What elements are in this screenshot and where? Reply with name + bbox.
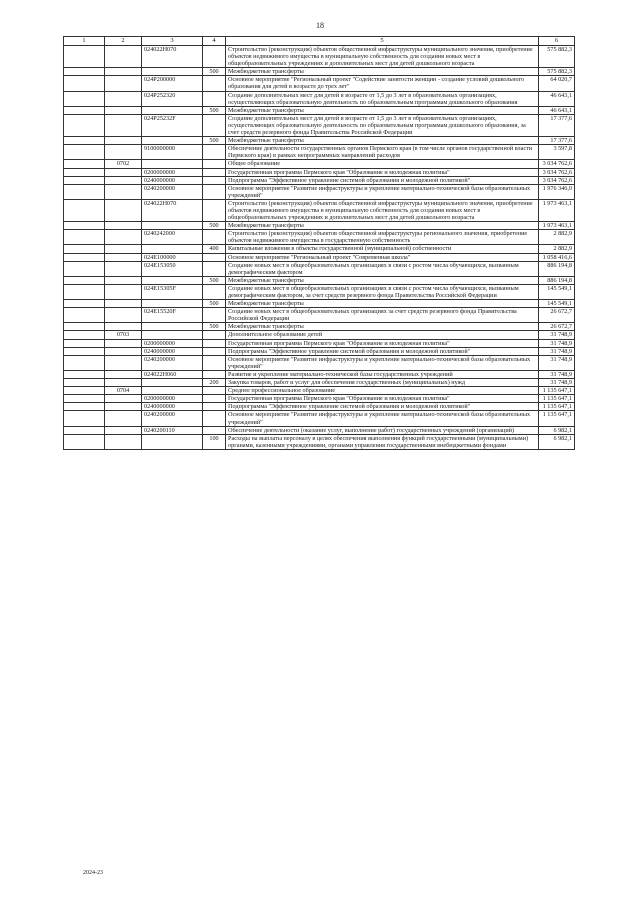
- subsection-cell: [105, 395, 142, 403]
- table-row: [64, 300, 575, 308]
- table-header-row: [64, 37, 575, 46]
- description-cell: Подпрограмма "Эффективное управление системой образования и молодежной политикой": [226, 403, 539, 411]
- section-cell: [64, 184, 105, 199]
- subsection-cell: [105, 403, 142, 411]
- section-cell: [64, 426, 105, 434]
- section-cell: [64, 46, 105, 68]
- target-code-cell: [142, 331, 203, 339]
- expense-type-cell: [203, 46, 226, 68]
- description-cell: Строительство (реконструкция) объектов общественной инфраструктуры регионального значения, приобретение объектов недвижимого имущества в государственную собственность: [226, 230, 539, 245]
- table-row: [64, 106, 575, 114]
- target-code-cell: 0240200000: [142, 184, 203, 199]
- subsection-cell: [105, 261, 142, 276]
- amount-cell: 26 672,7: [539, 308, 575, 323]
- expense-type-cell: [203, 145, 226, 160]
- section-cell: [64, 300, 105, 308]
- table-row: [64, 222, 575, 230]
- section-cell: [64, 245, 105, 253]
- amount-cell: 3 034 762,6: [539, 168, 575, 176]
- amount-cell: 31 748,9: [539, 331, 575, 339]
- target-code-cell: 0240000000: [142, 403, 203, 411]
- expense-type-cell: 100: [203, 434, 226, 449]
- section-cell: [64, 347, 105, 355]
- table-row: [64, 347, 575, 355]
- subsection-cell: [105, 370, 142, 378]
- subsection-cell: [105, 245, 142, 253]
- header-cell: 5: [226, 37, 539, 46]
- section-cell: [64, 276, 105, 284]
- expense-type-cell: 400: [203, 245, 226, 253]
- section-cell: [64, 176, 105, 184]
- table-row: [64, 403, 575, 411]
- target-code-cell: 0240242000: [142, 230, 203, 245]
- description-cell: Государственная программа Пермского края "Образование и молодежная политика": [226, 395, 539, 403]
- expense-type-cell: 500: [203, 300, 226, 308]
- subsection-cell: [105, 379, 142, 387]
- table-row: [64, 46, 575, 68]
- amount-cell: 46 643,1: [539, 106, 575, 114]
- header-cell: 3: [142, 37, 203, 46]
- header-cell: 6: [539, 37, 575, 46]
- description-cell: Межбюджетные трансферты: [226, 68, 539, 76]
- subsection-cell: [105, 276, 142, 284]
- section-cell: [64, 355, 105, 370]
- table-row: [64, 176, 575, 184]
- description-cell: Межбюджетные трансферты: [226, 323, 539, 331]
- table-row: [64, 114, 575, 136]
- description-cell: Закупка товаров, работ и услуг для обеспечения государственных (муниципальных) нужд: [226, 379, 539, 387]
- header-cell: 1: [64, 37, 105, 46]
- target-code-cell: 0240200000: [142, 355, 203, 370]
- subsection-cell: [105, 46, 142, 68]
- section-cell: [64, 137, 105, 145]
- description-cell: Развитие и укрепление материально-технической базы государственных учреждений: [226, 370, 539, 378]
- subsection-cell: [105, 426, 142, 434]
- table-row: [64, 230, 575, 245]
- expense-type-cell: [203, 411, 226, 426]
- expense-type-cell: [203, 308, 226, 323]
- description-cell: Обеспечение деятельности государственных органов Пермского края (в том числе органов государственной власти Пермского края) в рамках непрограммных направлений расходов: [226, 145, 539, 160]
- section-cell: [64, 91, 105, 106]
- target-code-cell: 024Р252320: [142, 91, 203, 106]
- page-number: 18: [316, 21, 324, 30]
- description-cell: Подпрограмма "Эффективное управление системой образования и молодежной политикой": [226, 347, 539, 355]
- target-code-cell: 024Е100000: [142, 253, 203, 261]
- table-row: [64, 245, 575, 253]
- expense-type-cell: [203, 199, 226, 221]
- target-code-cell: [142, 379, 203, 387]
- section-cell: [64, 261, 105, 276]
- table-row: [64, 284, 575, 299]
- section-cell: [64, 145, 105, 160]
- section-cell: [64, 199, 105, 221]
- expense-type-cell: 500: [203, 222, 226, 230]
- description-cell: Среднее профессиональное образование: [226, 387, 539, 395]
- target-code-cell: 0200000000: [142, 339, 203, 347]
- subsection-cell: [105, 199, 142, 221]
- subsection-cell: 0702: [105, 160, 142, 168]
- table-row: [64, 370, 575, 378]
- target-code-cell: [142, 323, 203, 331]
- subsection-cell: [105, 76, 142, 91]
- target-code-cell: 9100000000: [142, 145, 203, 160]
- subsection-cell: [105, 222, 142, 230]
- subsection-cell: [105, 323, 142, 331]
- section-cell: [64, 370, 105, 378]
- expense-type-cell: 500: [203, 323, 226, 331]
- amount-cell: 886 194,8: [539, 276, 575, 284]
- expense-type-cell: [203, 91, 226, 106]
- amount-cell: 31 748,9: [539, 370, 575, 378]
- expense-type-cell: [203, 331, 226, 339]
- target-code-cell: 0200000000: [142, 168, 203, 176]
- table-row: [64, 339, 575, 347]
- section-cell: [64, 106, 105, 114]
- section-cell: [64, 403, 105, 411]
- target-code-cell: [142, 68, 203, 76]
- table-row: [64, 276, 575, 284]
- amount-cell: 1 135 647,1: [539, 395, 575, 403]
- table-row: [64, 387, 575, 395]
- table-row: [64, 434, 575, 449]
- expense-type-cell: 500: [203, 106, 226, 114]
- expense-type-cell: [203, 114, 226, 136]
- amount-cell: 6 982,1: [539, 426, 575, 434]
- amount-cell: 26 672,7: [539, 323, 575, 331]
- section-cell: [64, 323, 105, 331]
- amount-cell: 1 973 463,1: [539, 222, 575, 230]
- description-cell: Создание новых мест в общеобразовательных организациях в связи с ростом числа обучающихся, вызванным демографическим фактором: [226, 261, 539, 276]
- subsection-cell: [105, 176, 142, 184]
- amount-cell: 1 135 647,1: [539, 411, 575, 426]
- subsection-cell: [105, 184, 142, 199]
- table-row: [64, 323, 575, 331]
- subsection-cell: [105, 68, 142, 76]
- description-cell: Основное мероприятие "Развитие инфраструктуры и укрепление материально-технической базы образовательных учреждений": [226, 184, 539, 199]
- description-cell: Расходы на выплаты персоналу в целях обеспечения выполнения функций государственными (муниципальными) органами, казенными учреждениями, органами управления государственными внебюджетными фондами: [226, 434, 539, 449]
- section-cell: [64, 114, 105, 136]
- section-cell: [64, 230, 105, 245]
- table-row: [64, 411, 575, 426]
- expense-type-cell: [203, 426, 226, 434]
- target-code-cell: [142, 106, 203, 114]
- expense-type-cell: [203, 284, 226, 299]
- target-code-cell: 024Е15305F: [142, 284, 203, 299]
- amount-cell: 1 058 416,6: [539, 253, 575, 261]
- subsection-cell: [105, 347, 142, 355]
- table-row: [64, 160, 575, 168]
- expense-type-cell: [203, 253, 226, 261]
- target-code-cell: [142, 300, 203, 308]
- table-row: [64, 199, 575, 221]
- subsection-cell: 0703: [105, 331, 142, 339]
- target-code-cell: [142, 160, 203, 168]
- target-code-cell: [142, 276, 203, 284]
- expense-type-cell: [203, 395, 226, 403]
- expense-type-cell: [203, 230, 226, 245]
- section-cell: [64, 76, 105, 91]
- description-cell: Основное мероприятие "Развитие инфраструктуры и укрепление материально-технической базы образовательных учреждений": [226, 355, 539, 370]
- expense-type-cell: [203, 370, 226, 378]
- table-row: [64, 379, 575, 387]
- target-code-cell: 024022Н070: [142, 199, 203, 221]
- expense-type-cell: [203, 261, 226, 276]
- target-code-cell: 024Е153050: [142, 261, 203, 276]
- section-cell: [64, 331, 105, 339]
- table-row: [64, 308, 575, 323]
- target-code-cell: [142, 387, 203, 395]
- target-code-cell: 024Е15520F: [142, 308, 203, 323]
- header-cell: 4: [203, 37, 226, 46]
- amount-cell: 17 377,6: [539, 137, 575, 145]
- subsection-cell: [105, 114, 142, 136]
- amount-cell: 1 135 647,1: [539, 403, 575, 411]
- table-row: [64, 76, 575, 91]
- subsection-cell: [105, 308, 142, 323]
- table-row: [64, 145, 575, 160]
- subsection-cell: [105, 355, 142, 370]
- table-row: [64, 184, 575, 199]
- description-cell: Межбюджетные трансферты: [226, 137, 539, 145]
- description-cell: Основное мероприятие "Развитие инфраструктуры и укрепление материально-технической базы образовательных учреждений": [226, 411, 539, 426]
- subsection-cell: [105, 284, 142, 299]
- subsection-cell: [105, 137, 142, 145]
- section-cell: [64, 160, 105, 168]
- description-cell: Основное мероприятие "Региональный проект "Современная школа": [226, 253, 539, 261]
- target-code-cell: 0200000000: [142, 395, 203, 403]
- expense-type-cell: [203, 403, 226, 411]
- amount-cell: 17 377,6: [539, 114, 575, 136]
- amount-cell: 575 882,3: [539, 68, 575, 76]
- target-code-cell: 0240200110: [142, 426, 203, 434]
- amount-cell: 1 135 647,1: [539, 387, 575, 395]
- description-cell: Обеспечение деятельности (оказание услуг, выполнение работ) государственных учреждений (организаций): [226, 426, 539, 434]
- expense-type-cell: 500: [203, 137, 226, 145]
- target-code-cell: 024Р25232F: [142, 114, 203, 136]
- section-cell: [64, 379, 105, 387]
- description-cell: Общее образование: [226, 160, 539, 168]
- description-cell: Создание дополнительных мест для детей в возрасте от 1,5 до 3 лет в образовательных организациях, осуществляющих образовательную деятельность по образовательным программам дошкольного образования, за счет средств резервного фонда Правительства Российской Федерации: [226, 114, 539, 136]
- description-cell: Строительство (реконструкция) объектов общественной инфраструктуры муниципального значения, приобретение объектов недвижимого имущества в муниципальную собственность для создания новых мест в общеобразовательных учреждениях и дополнительных мест для детей дошкольного возраста: [226, 199, 539, 221]
- amount-cell: 3 034 762,6: [539, 160, 575, 168]
- section-cell: [64, 411, 105, 426]
- subsection-cell: [105, 145, 142, 160]
- description-cell: Создание новых мест в общеобразовательных организациях в связи с ростом числа обучающихся, вызванным демографическим фактором, за счет средств резервного фонда Правительства Российской Федерации: [226, 284, 539, 299]
- section-cell: [64, 222, 105, 230]
- amount-cell: 31 748,9: [539, 347, 575, 355]
- amount-cell: 575 882,3: [539, 46, 575, 68]
- subsection-cell: [105, 411, 142, 426]
- amount-cell: 3 597,8: [539, 145, 575, 160]
- table-row: [64, 91, 575, 106]
- subsection-cell: 0704: [105, 387, 142, 395]
- description-cell: Межбюджетные трансферты: [226, 300, 539, 308]
- expense-type-cell: [203, 176, 226, 184]
- table-row: [64, 261, 575, 276]
- table-row: [64, 355, 575, 370]
- expense-type-cell: 500: [203, 68, 226, 76]
- amount-cell: 3 034 762,6: [539, 176, 575, 184]
- amount-cell: 2 882,9: [539, 230, 575, 245]
- target-code-cell: [142, 137, 203, 145]
- amount-cell: 886 194,8: [539, 261, 575, 276]
- subsection-cell: [105, 168, 142, 176]
- section-cell: [64, 168, 105, 176]
- subsection-cell: [105, 230, 142, 245]
- expense-type-cell: [203, 347, 226, 355]
- subsection-cell: [105, 434, 142, 449]
- expense-type-cell: [203, 160, 226, 168]
- footer-code: 2024-23: [83, 870, 103, 876]
- amount-cell: 145 549,1: [539, 284, 575, 299]
- description-cell: Строительство (реконструкция) объектов общественной инфраструктуры муниципального значения, приобретение объектов недвижимого имущества в муниципальную собственность для создания новых мест в общеобразовательных учреждениях и дополнительных мест для детей дошкольного возраста: [226, 46, 539, 68]
- description-cell: Государственная программа Пермского края "Образование и молодежная политика": [226, 339, 539, 347]
- expense-type-cell: [203, 168, 226, 176]
- target-code-cell: 024022Н060: [142, 370, 203, 378]
- table-row: [64, 426, 575, 434]
- description-cell: Дополнительное образование детей: [226, 331, 539, 339]
- target-code-cell: [142, 222, 203, 230]
- section-cell: [64, 339, 105, 347]
- target-code-cell: 0240200000: [142, 411, 203, 426]
- section-cell: [64, 434, 105, 449]
- amount-cell: 64 020,7: [539, 76, 575, 91]
- description-cell: Государственная программа Пермского края "Образование и молодежная политика": [226, 168, 539, 176]
- amount-cell: 1 973 463,1: [539, 199, 575, 221]
- expense-type-cell: 500: [203, 276, 226, 284]
- subsection-cell: [105, 339, 142, 347]
- expense-type-cell: [203, 76, 226, 91]
- target-code-cell: [142, 434, 203, 449]
- section-cell: [64, 253, 105, 261]
- section-cell: [64, 387, 105, 395]
- amount-cell: 6 982,1: [539, 434, 575, 449]
- table-row: [64, 137, 575, 145]
- description-cell: Межбюджетные трансферты: [226, 222, 539, 230]
- description-cell: Создание дополнительных мест для детей в возрасте от 1,5 до 3 лет в образовательных организациях, осуществляющих образовательную деятельность по образовательным программам дошкольного образования: [226, 91, 539, 106]
- subsection-cell: [105, 253, 142, 261]
- section-cell: [64, 395, 105, 403]
- description-cell: Создание новых мест в общеобразовательных организациях за счет средств резервного фонда Правительства Российской Федерации: [226, 308, 539, 323]
- amount-cell: 31 748,9: [539, 355, 575, 370]
- description-cell: Подпрограмма "Эффективное управление системой образования и молодежной политикой": [226, 176, 539, 184]
- description-cell: Межбюджетные трансферты: [226, 106, 539, 114]
- expense-type-cell: [203, 387, 226, 395]
- target-code-cell: 0240000000: [142, 176, 203, 184]
- amount-cell: 31 748,9: [539, 379, 575, 387]
- table-row: [64, 331, 575, 339]
- description-cell: Межбюджетные трансферты: [226, 276, 539, 284]
- table-row: [64, 68, 575, 76]
- target-code-cell: 024022Н070: [142, 46, 203, 68]
- target-code-cell: [142, 245, 203, 253]
- amount-cell: 46 643,1: [539, 91, 575, 106]
- section-cell: [64, 68, 105, 76]
- amount-cell: 1 976 346,0: [539, 184, 575, 199]
- subsection-cell: [105, 300, 142, 308]
- target-code-cell: 024Р200000: [142, 76, 203, 91]
- amount-cell: 145 549,1: [539, 300, 575, 308]
- expense-type-cell: [203, 184, 226, 199]
- description-cell: Основное мероприятие "Региональный проект "Содействие занятости женщин - создание условий дошкольного образования для детей в возрасте до трех лет": [226, 76, 539, 91]
- table-row: [64, 395, 575, 403]
- subsection-cell: [105, 91, 142, 106]
- target-code-cell: 0240000000: [142, 347, 203, 355]
- budget-table: [63, 36, 575, 450]
- section-cell: [64, 308, 105, 323]
- description-cell: Капитальные вложения в объекты государственной (муниципальной) собственности: [226, 245, 539, 253]
- expense-type-cell: 200: [203, 379, 226, 387]
- expense-type-cell: [203, 339, 226, 347]
- header-cell: 2: [105, 37, 142, 46]
- subsection-cell: [105, 106, 142, 114]
- amount-cell: 31 748,9: [539, 339, 575, 347]
- amount-cell: 2 882,9: [539, 245, 575, 253]
- section-cell: [64, 284, 105, 299]
- table-row: [64, 253, 575, 261]
- table-row: [64, 168, 575, 176]
- expense-type-cell: [203, 355, 226, 370]
